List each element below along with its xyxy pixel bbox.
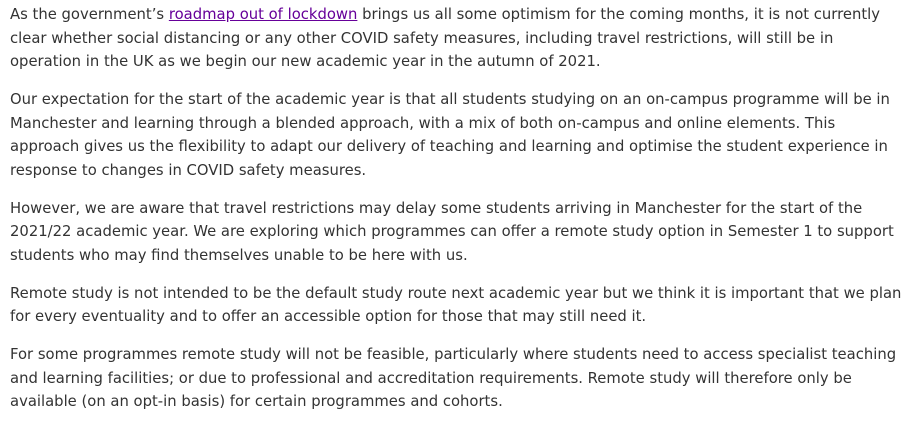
- paragraph-remote-study-default: Remote study is not intended to be the default study route next academic year but we think it is important that we plan for every eventuality and to offer an accessible option for those that may still need it.: [10, 284, 902, 325]
- paragraph-roadmap: [10, 3, 907, 74]
- paragraph-roadmap-intro: As the government’s: [10, 6, 169, 23]
- paragraph-roadmap-rest: brings us all some optimism for the coming months, it is not currently clear whether social distancing or any other COVID safety measures, including travel restrictions, will still be in operation in the UK as we begin our new academic year in the autumn of 2021.: [10, 6, 881, 70]
- paragraph-travel-restrictions: However, we are aware that travel restrictions may delay some students arriving in Manchester for the start of the 2021/22 academic year. We are exploring which programmes can offer a remote study option in Semester 1 to support students who may find themselves unable to be here with us.: [10, 199, 894, 264]
- paragraph-remote-study-feasibility: For some programmes remote study will not be feasible, particularly where students need to access specialist teaching and learning facilities; or due to professional and accreditation requirements. Remote study will therefore only be available (on an opt-in basis) for certain programmes and cohorts.: [10, 346, 897, 410]
- roadmap-out-of-lockdown-link[interactable]: roadmap out of lockdown: [168, 6, 358, 23]
- paragraph-blended-learning: Our expectation for the start of the academic year is that all students studying on an on-campus programme will be in Manchester and learning through a blended approach, with a mix of both on-campus and online elements. This approach gives us the flexibility to adapt our delivery of teaching and learning and optimise the student experience in response to changes in COVID safety measures.: [10, 91, 890, 179]
